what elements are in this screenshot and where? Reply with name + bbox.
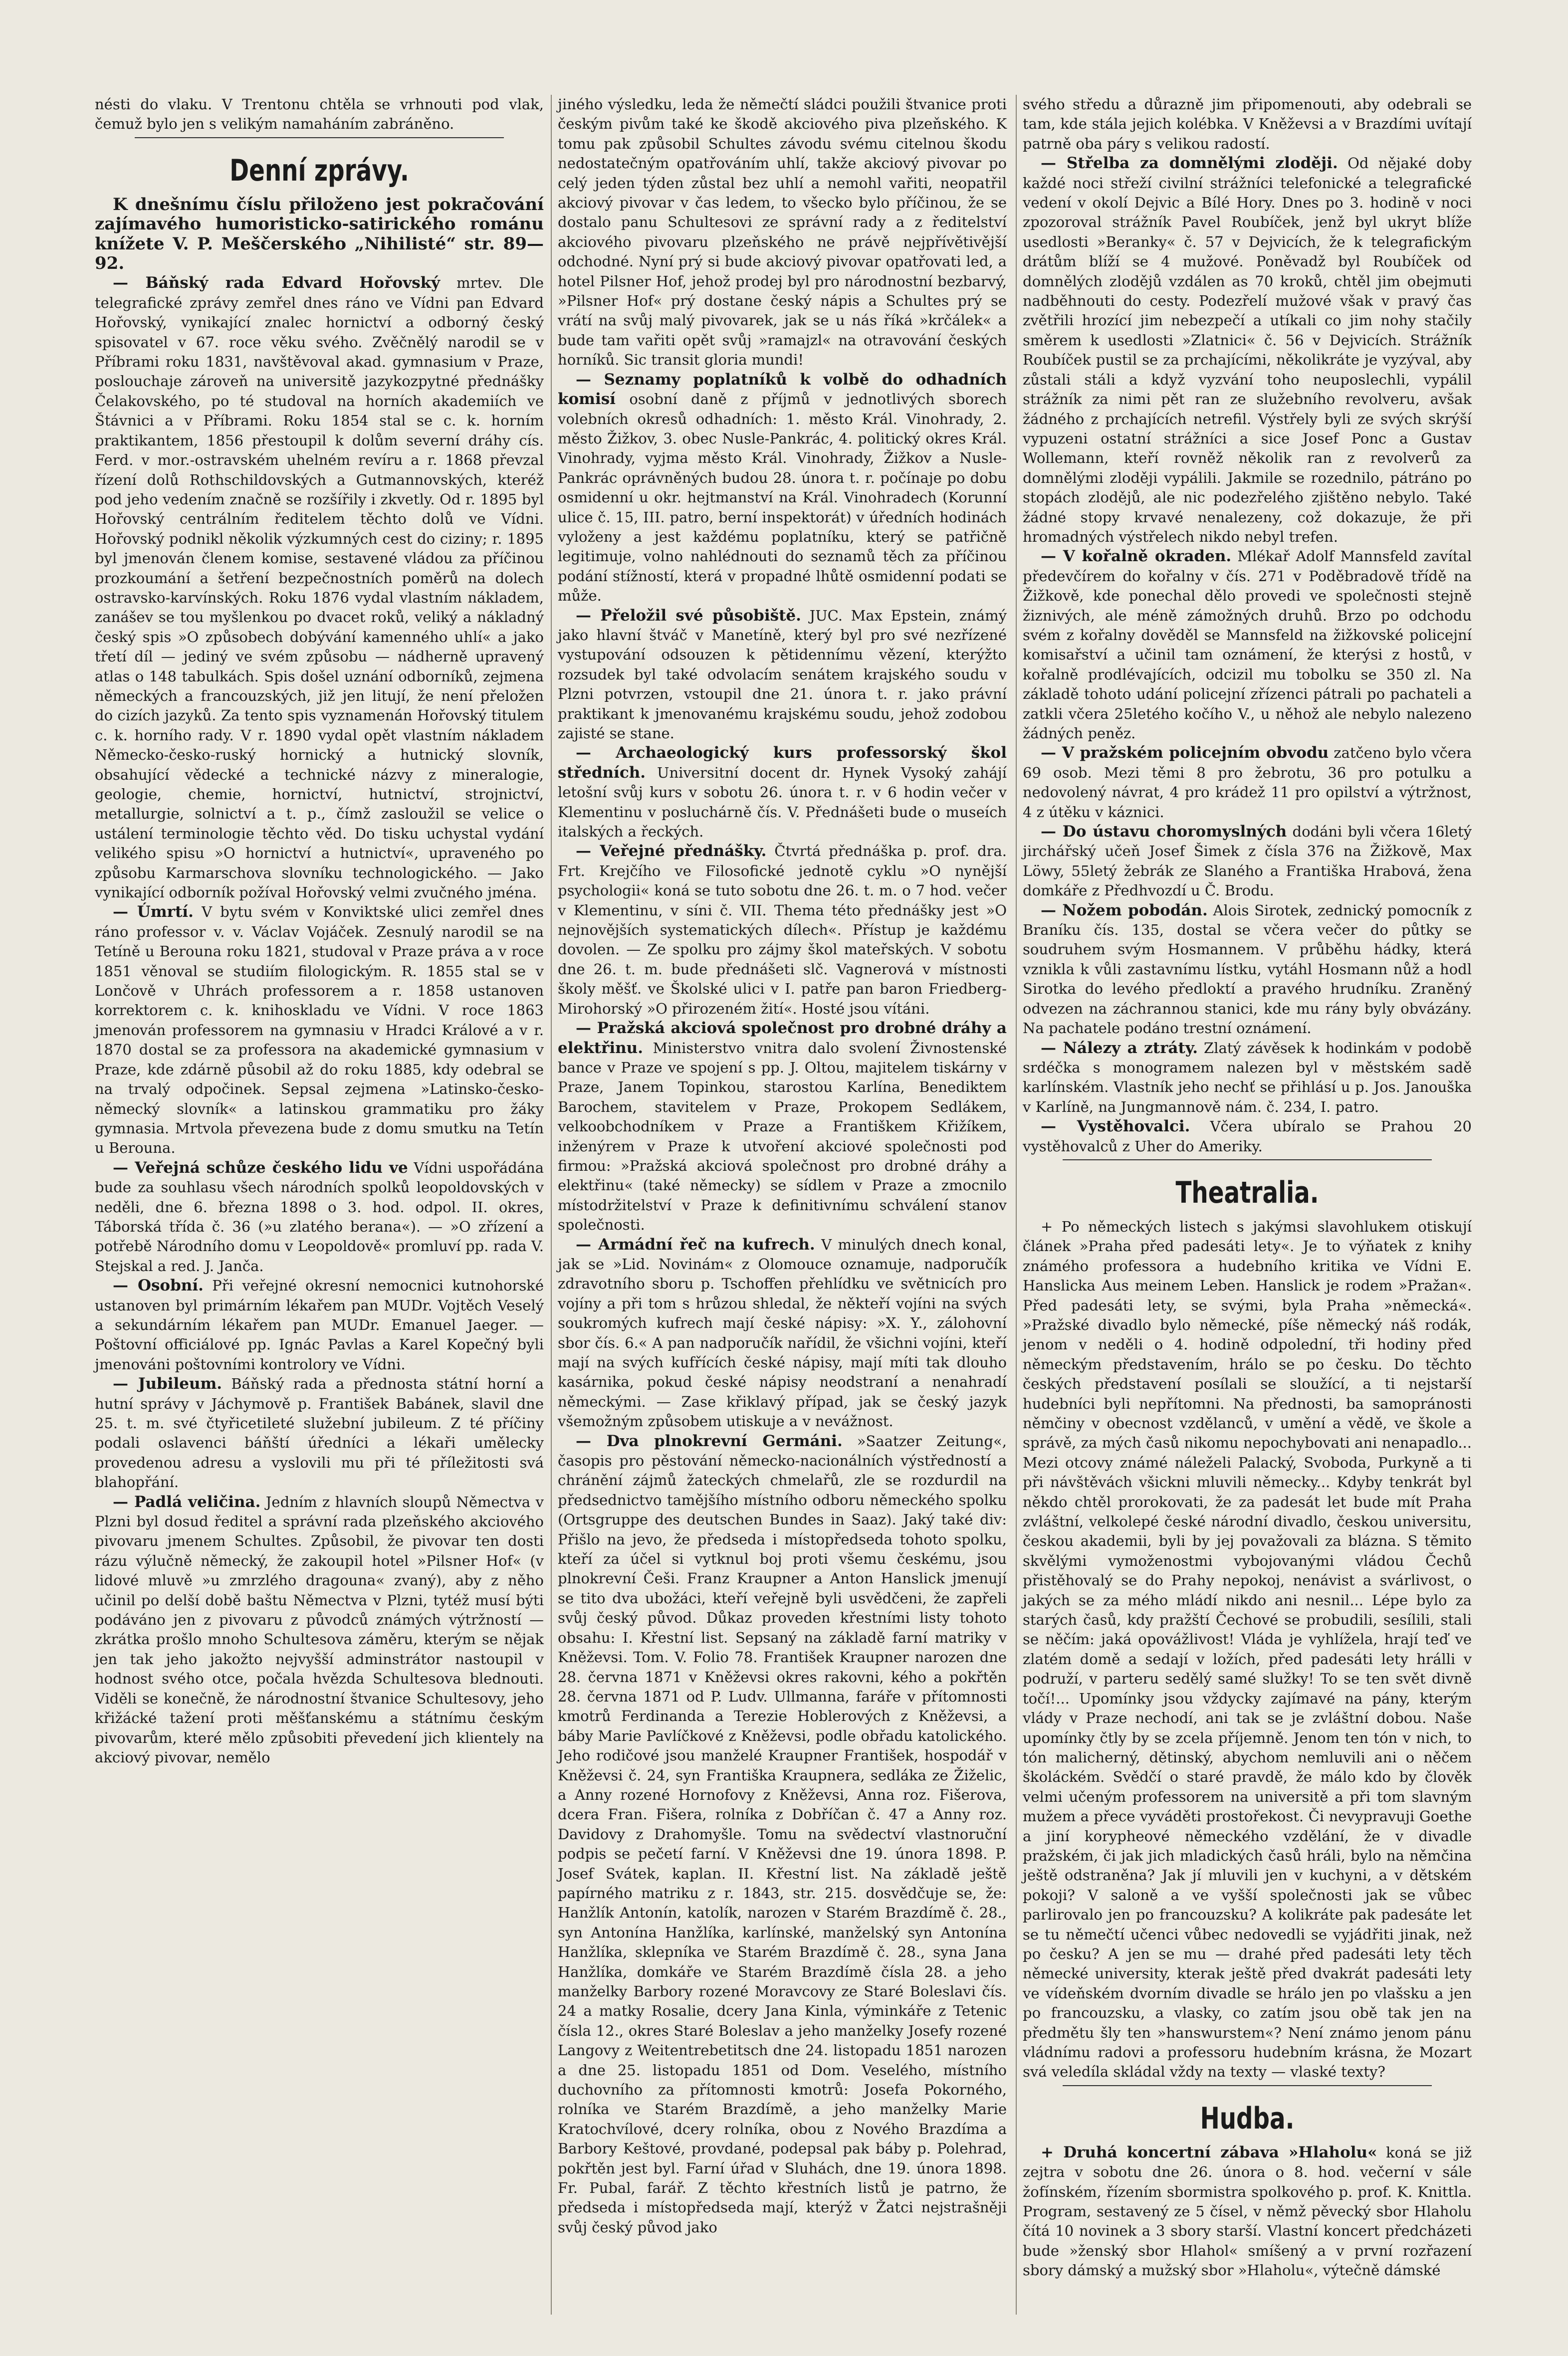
column-rule	[551, 95, 552, 2315]
section-title-theatralia: Theatralia.	[1175, 1175, 1319, 1210]
section-title-hudba: Hudba.	[1200, 2101, 1295, 2136]
article-schuze	[95, 1158, 544, 1276]
article-body: Včera ubíralo se Prahou 20 vystěhovalců z Uher do Ameriky.	[1023, 1118, 1472, 1155]
article-body: Báňský rada a přednosta státní horní a hutní správy v Jáchymově p. František Babánek, slavil dne 25. t. m. své čtyřicetileté služební jubileum. Z té příčiny podali oslavenci báňští úředníci a lékaři umělecky provedenou adresu a vyslovili mu při té příležitosti svá blahopřání.	[95, 1375, 544, 1491]
article-lead: — Nálezy a ztráty.	[1041, 1039, 1198, 1057]
article-body: zatčeno bylo včera 69 osob. Mezi těmi 8 pro žebrotu, 36 pro potulku a nedovolený návrat, 4 pro krádež 11 pro opilství a výtržnost, 4 z útěku v káznici.	[1023, 744, 1472, 821]
article-lead: — Veřejná schůze českého lidu ve	[113, 1158, 408, 1177]
article-prednasky	[558, 842, 1007, 1019]
article-prelozil	[558, 606, 1007, 744]
article-body: V bytu svém v Konviktské ulici zemřel dnes ráno professor v. v. Václav Vojáček. Zesnulý narodil se na Tetíně u Berouna roku 1821, studoval v Praze práva a v roce 1851 věnoval se studiím filologickým. R. 1855 stal se v Lončově v Uhrách professorem a r. 1858 ustanoven korrektorem c. k. knihoskladu ve Vídni. V roce 1863 jmenován professorem na gymnasiu v Hradci Králové a v r. 1870 dostal se za professora na akademické gymnasium v Praze, kde zdárně působil až do roku 1885, kdy odebral se na trvalý odpočinek. Sepsal zejmena »Latinsko-česko-německý slovník« a latinskou grammatiku pro žáky gymnasia. Mrtvola převezena bude z domu smutku na Tetín u Berouna.	[95, 903, 544, 1157]
column-2	[558, 95, 1007, 2237]
article-body: Jedním z hlavních sloupů Němectva v Plzni byl dosud ředitel a správní rada plzeňského akciového pivovaru jmenem Schultes. Způsobil, že pivovar ten dosti rázu výlučně německý, že zakoupil hotel »Pilsner Hof« (v lidové mluvě »u zmrzlého dragouna« zvaný), aby z něho učinil po delší době baštu Němectva v Plzni, tytéž musí býti podáváno jen z pivovaru z původců známých výtržností — zkrátka prošlo mnoho Schultesova záměru, kterým se nějak jen tak jeho jakožto nejvyšší adminstrátor nastoupil v hodnost svého otce, počala hvězda Schultesova blednouti. Viděli se konečně, že národnostní štvanice Schultesovy, jeho křižácké tažení proti měšťanskému a státnímu českým pivovarům, které mělo způsobiti převedení jich klientely na akciový pivovar, nemělo	[95, 1493, 544, 1766]
article-body: »Saatzer Zeitung«, časopis pro pěstování německo-nacionálních výstředností a chránění zájmů žateckých chmelařů, zle se rozdurdil na předsednictvo tamějšího místního odboru německého spolku (Ortsgruppe des deutschen Bundes in Saaz). Jaký také div: Přišlo na jevo, že předseda i místopředseda tohoto spolku, kteří za účel si vytknul boj proti všemu českému, jsou plnokrevní Češi. Franz Kraupner a Anton Hanslick jmenují se tito dva ubožáci, kteří veřejně byli usvědčeni, že zapřeli svůj český původ. Důkaz proveden křestními listy tohoto obsahu: I. Křestní list. Sepsaný na základě farní matriky v Kněževsi. Tom. V. Folio 78. František Kraupner narozen dne 28. června 1871 v Kněževsi okres rakovni, kého a pokřtěn 28. června 1871 od P. Ludv. Ullmanna, faráře v přítomnosti kmotrů Ferdinanda a Terezie Hoblerových z Kněževsi, a báby Marie Pavlíčkové z Kněževsi, podle obřadu katolického. Jeho rodičové jsou manželé Kraupner František, hospodář v Kněževsi č. 24, syn Františka Kraupnera, sedláka ze Žiželic, a Anny rozené Hornofovy z Kněževsi, Anna roz. Fišerova, dcera Fran. Fišera, rolníka z Dobříčan č. 47 a Anny roz. Davidovy z Drahomyšle. Tomu na svědectví vlastnoruční podpis se pečetí farní. V Kněževsi dne 19. února 1898. P. Josef Svátek, kaplan. II. Křestní list. Na základě ještě papírného matriku z r. 1843, str. 215. dosvědčuje se, že: Hanžlík Antonín, katolík, narozen v Starém Brazdímě č. 28., syn Antonína Hanžlíka, karlínské, manželský syn Antonína Hanžlíka, sklepníka ve Starém Brazdímě č. 28., syna Jana Hanžlíka, domkáře ve Starém Brazdímě čísla 28. a jeho manželky Barbory rozené Moravcovy ze Staré Boleslavi čís. 24 a matky Rosalie, dcery Jana Kinla, výminkáře z Tetenic čísla 12., okres Staré Boleslav a jeho manželky Josefy rozené Langovy z Weitentrebetitsch dne 24. listopadu 1851 narozen a dne 25. listopadu 1851 od Dom. Veselého, místního duchovního za přítomnosti kmotrů: Josefa Pokorného, rolníka ve Starém Brazdímě, a jeho manželky Marie Kratochvílové, dcery rolníka, obou z Nového Brazdíma a Barbory Keštové, provdané, podepsal pak báby p. Polehrad, pokřtěn jest byl. Farní úřad v Sluhách, dne 19. února 1898. Fr. Pubal, farář. Z těchto křestních listů je patrno, že předseda i místopředseda mají, kterýž v Žatci nejstrašněji svůj český původ jako	[558, 1432, 1007, 2236]
article-lead: — V pražském policejním obvodu	[1041, 744, 1329, 762]
article-body: JUC. Max Epstein, známý jako hlavní štváč v Manetíně, který byl pro své nezřízené vystupování odsouzen k pětidennímu vězení, kterýžto rozsudek byl také odvolacím senátem krajského soudu v Plzni potvrzen, vstoupil dne 21. února t. r. jako právní praktikant k jmenovanému krajskému soudu, jehož zodobou zajisté se stane.	[558, 607, 1007, 742]
article-praha-pred-padesati: + Po německých listech s jakýmsi slavohlukem otiskují článek »Praha před padesáti lety«. Je to výňatek z knihy známého professora a hudebního kritika ve Vídni E. Hanslicka Aus meinem Leben. Hanslick je rodem »Pražan«. Před padesáti lety, se svými, byla Praha »německá«. »Pražské divadlo bylo německé, píše německý náš rodák, jenom v neděli o 4. hodině odpolední, tři hodiny před německým představením, hrálo se po česku. Do těchto českých představení posílali se sloužící, a ti nejstarší hudebníci byli nepřítomni. Na přednosti, ba samopránosti němčiny v obecnost vzdělanců, v umění a vědě, ve škole a správě, za mých časů nikomu nepochybovati ani nenapadlo... Mezi otcovy známé náleželi Palacký, Svoboda, Purkyně a ti při návštěvách všickni mluvili německy... Kdyby tenkrát byl někdo chtěl prorokovati, že za padesát let bude mít Praha zvláštní, velkolepé české národní divadlo, českou universitu, českou akademii, byli by jej považovali za blázna. S těmito skvělými vymoženostmi vybojovanými vládou Čechů přistěhovalý se do Prahy nepokoj, nenávist a svárlivost, o jakých se za mého mládí nikdo ani nesnil... Lépe bylo za starých časů, kdy pražští Čechové se probudili, sesílili, stali se něčím: jaká opovážlivost! Vláda je vyhlížela, hrají teď ve zlatém domě a sedají v ložích, před padesáti lety hrálli v podruží, v parteru sedělý samé služky! To se ten svět divně točí!... Upomínky jsou vždycky zajímavé na pány, kterým vlády v Praze nechodí, ani tak se je zvláštní dobou. Naše upomínky čtly by se zcela příjemně. Jenom ten tón v nich, to tón malicherný, dětinský, abychom nemluvili ani o něčem školáckém. Svědčí o staré pravdě, že málo kdo by člověk velmi učeným professorem na universitě a při tom slavným mužem a přece vyváděti prostořekost. Či nevypravuji Goethe a jiní korypheové německého vzdělání, že v divadle pražském, či jak jich mladických časů hráli, bylo na němčina ještě odstraněna? Jak jí mluvili jen v kuchyni, a v dětském pokoji? V saloně a ve vyšší společnosti jak se vůbec parlirovalo jen po francouzsku? A kolikráte pak padesáte let se tu němečtí učenci vůbec nedovedli se vyjádřiti jinak, než po česku? A jen se mu — drahé před padesáti lety těch německé university, kterak ještě před dvakrát padesáti lety ve vídeňském dvorním divadle se hrálo jen po vlašsku a jen po francouzsku, a vlasky, co zatím jsou obě tak jen na předmětu šly ten »hanswurstem«? Není známo jenom pánu vládnímu radovi a professoru hudebním krásna, že Mozart svá veledíla skládal vždy na texty — vlaské texty?	[1023, 1218, 1472, 2081]
article-lead: — Nožem pobodán.	[1041, 901, 1208, 919]
article-hlahol	[1023, 2143, 1472, 2281]
article-jubileum	[95, 1374, 544, 1492]
supplement-notice: K dnešnímu číslu přiloženo jest pokračování zajímavého humoristicko-satirického románu knížete V. P. Meščerského „Nihilisté“ str. 89—92.	[95, 194, 544, 274]
article-lead: — Dva plnokrevní Germáni.	[576, 1432, 843, 1450]
article-germani	[558, 1432, 1007, 2238]
article-body: Universitní docent dr. Hynek Vysoký zahájí letošní svůj kurs v sobotu 26. února t. r. v 6 hodin večer v Klementinu v posluchárně čís. V. Přednášeti bude o museích italských a řeckých.	[558, 764, 1007, 841]
article-lead: — Seznamy poplatníků k volbě do odhadních komisí	[558, 370, 1007, 409]
article-lead: — Přeložil své působiště.	[576, 606, 801, 625]
article-lead: — Úmrtí.	[113, 903, 194, 921]
article-umrti	[95, 902, 544, 1158]
article-lead: — Do ústavu choromyslných	[1041, 823, 1287, 841]
section-divider	[135, 137, 504, 138]
article-lead: — Veřejné přednášky.	[576, 842, 767, 860]
article-body: koná se již zejtra v sobotu dne 26. února o 8. hod. večerní v sále žofínském, řízením sbormistra spolkového p. prof. K. Knittla. Program, sestavený ze 5 čísel, v němž pěvecký sbor Hlaholu čítá 10 novinek a 3 sbory starší. Vlastní koncert předcházeti bude »ženský sbor Hlahol« smíšený a v první rozřazení sbory dámský a mužský sbor »Hlaholu«, výtečně dámské	[1023, 2143, 1472, 2279]
section-title-denni-zpravy: Denní zprávy.	[229, 153, 409, 188]
article-armadni-rec	[558, 1235, 1007, 1432]
article-body: Čtvrtá přednáška p. prof. dra. Frt. Krejčího ve Filosofické jednotě cyklu »O nynější psychologii« koná se tuto sobotu dne 26. t. m. o 7 hod. večer v Klementinu, v síni č. VII. Thema této přednášky jest »O nejnovějších systematických dílech«. Přístup je každému dovolen. — Ze spolku pro zájmy škol mateřských. V sobotu dne 26. t. m. bude přednášeti slč. Vagnerová v místnosti školy měšť. ve Školské ulici v I. patře pan baron Friedberg-Mirohorský »O přirozeném žití«. Hosté jsou vítáni.	[558, 843, 1007, 1017]
article-lead: — Armádní řeč na kufrech.	[576, 1235, 815, 1254]
article-continuation: jiného výsledku, leda že němečtí sládci použili štvanice proti českým pivům také ke škodě akciového piva plzeňského. K tomu pak způsobil Schultes závodu svému citelnou škodu nedostatečným opatřováním uhlí, takže akciový pivovar po celý jeden týden zůstal bez uhlí a nemohl vařiti, neopatřil akciový pivovar v čas ledem, to všecko bylo příčinou, že se dostalo panu Schultesovi ze správní rady a z ředitelství akciového pivovaru plzeňského ne právě nejpřívětivější odchodné. Nyní prý si bude akciový pivovar opatřovati led, a hotel Pilsner Hof, jehož prodej byl pro národnostní bezbarvý, »Pilsner Hof« prý dostane český nápis a Schultes prý se vrátí na svůj malý pivovarek, jak se u nás říká »krčálek« a bude tam vařiti opět svůj »ramajzl« na otravování českých horníků. Sic transit gloria mundi!	[558, 96, 1007, 369]
article-body: V minulých dnech konal, jak se »Lid. Novinám« z Olomouce oznamuje, nadporučík zdravotního sboru p. Tschoffen přehlídku ve světnicích pro vojíny a při tom s hrůzou shledal, že někteří vojíni na svých soukromých kufrech mají české nápisy: »X. Y., zálohovní sbor čís. 6.« A pan nadporučík nařídil, že všichni vojíni, kteří mají na svých kufřících české nápisy, mají míti tak dlouho kasárnika, pokud české nápisy neodstraní a nenahradí německými. — Zase křiklavý případ, jak se český jazyk všemožným způsobem utiskuje a v nevážnost.	[558, 1236, 1007, 1430]
article-body: osobní daně z příjmů v jednotlivých sborech volebních okresů odhadních: 1. město Král. Vinohrady, 2. město Žižkov, 3. obec Nusle-Pankrác, 4. politický okres Král. Vinohrady, vyjma město Král. Vinohrady, Žižkov a Nusle-Pankrác oprávněných budou 28. února t. r. počínaje po dobu osmidenní u okr. hejtmanství na Král. Vinohradech (Korunní ulice č. 15, III. patro, berní inspektorát) v úředních hodinách vyloženy a jest každému poplatníku, který se patřičně legitimuje, volno nahlédnouti do seznamů těch za příčinou podání stížností, která v propadné lhůtě osmidenní podati se může.	[558, 391, 1007, 605]
article-drahy	[558, 1019, 1007, 1235]
article-body: mrtev. Dle telegrafické zprávy zemřel dnes ráno ve Vídni pan Edvard Hořovský, vynikající znalec hornictví a odborný český spisovatel v 67. roce věku svého. Zvěčnělý narodil se v Příbrami roku 1831, navštěvoval akad. gymnasium v Praze, poslouchaje zároveň na universitě jazykozpytné přednášky Čelakovského, po té studoval na horních akademiích ve Štávnici a v Příbrami. Roku 1854 stal se c. k. horním praktikantem, 1856 přestoupil k dolům severní dráhy cís. Ferd. v mor.-ostravském uhelném revíru a r. 1868 převzal řízení dolů Rothschildovských a Gutmannovských, kteréž pod jeho vedením značně se rozšířily i zkvetly. Od r. 1895 byl Hořovský centrálním ředitelem těchto dolů ve Vídni. Hořovský podnikl několik výzkumných cest do ciziny; r. 1895 byl jmenován členem komise, sestavené vládou za příčinou prozkoumání a šetření bezpečnostních poměrů na dolech ostravsko-karvínských. Roku 1876 vydal vlastním nákladem, zanášev se tou myšlenkou po dvacet roků, veliký a nákladný český spis »O způsobech dobývání kamenného uhlí« a jako třetí díl — jediný ve svém způsobu — nádherně upravený atlas o 148 tabulkách. Spis došel uznání odborníků, zejmena německých a francouzských, již jen litují, že není přeložen do cizích jazyků. Za tento spis vyznamenán Hořovský titulem c. k. horního rady. V r. 1890 vydal opět vlastním nákladem Německo-česko-ruský hornický a hutnický slovník, obsahující vědecké a technické názvy z mineralogie, geologie, chemie, hornictví, hutnictví, strojnictví, metallurgie, solnictví a t. p., čímž zasloužil se velice o ustálení terminologie těchto věd. Do tisku uchystal vydání velikého spisu »O hornictví a hutnictví«, upraveného po způsobu Karmarschova slovníku technologického. — Jako vynikající odborník požíval Hořovský velmi zvučného jména.	[95, 274, 544, 901]
article-lead: — Osobní.	[113, 1277, 204, 1295]
article-body: Od nějaké doby každé noci střeží civilní strážníci telefonické a telegrafické vedení v okolí Dejvic a Bílé Hory. Dnes po 3. hodině v noci zpozoroval strážník Pavel Roubíček, jenž byl ukryt blíže usedlosti »Beranky« č. 57 v Dejvicích, že k telegrafickým drátům blíží se 4 mužové. Poněvadž byl Roubíček od domnělých zlodějů vzdálen as 70 kroků, chtěl jim obejmuti nadběhnouti do cesty. Podezřelí mužové však v pravý čas zvětřili hrozící jim nebezpečí a utíkali co jim nohy stačily směrem k usedlosti »Zlatnici« č. 56 v Dejvicích. Strážník Roubíček pustil se za prchajícími, několikráte je vyzýval, aby zůstali stáli a když vyzvání toho neuposlechli, vypálil strážník za nimi pět ran ze služebního revolveru, avšak žádného z prchajících netrefil. Výstřely byli ze svých skrýší vypuzeni ostatní strážníci a sice Josef Ponc a Gustav Wollemann, kteří rovněž několik ran z revolverů za domnělými zloději vypálili. Jakmile se rozednilo, pátráno po stopách zlodějů, ale nic podezřelého zjištěno nebylo. Také žádné stopy krvavé nenalezeny, což dokazuje, že při hromadných výstřelech nikdo nebyl trefen.	[1023, 155, 1472, 545]
article-lead: — Archaeologický kurs professorský škol středních.	[558, 744, 1007, 782]
article-continuation: svého středu a důrazně jim připomenouti, aby odebrali se tam, kde stála jejich kolébka. V Kněževsi a v Brazdími uvítají patrně oba páry s velikou radostí.	[1023, 96, 1472, 152]
article-body: Alois Sirotek, zednický pomocník z Braníku čís. 135, dostal se včera večer do půtky se soudruhem svým Hosmannem. V průběhu hádky, která vznikla k vůli zastavnímu lístku, vytáhl Hosmann nůž a hodl Sirotka do levého předloktí a pravého hrudníku. Zraněný odvezen na záchrannou stanici, kde mu rány byly obvázány. Na pachatele podáno trestní oznámení.	[1023, 901, 1472, 1037]
article-lead: — V kořalně okraden.	[1041, 547, 1232, 566]
article-body: Při veřejné okresní nemocnici kutnohorské ustanoven byl primárním lékařem pan MUDr. Vojtěch Veselý a sekundárním lékařem pan MUDr. Emanuel Jaeger. — Poštovní officiálové pp. Ignác Pavlas a Karel Kopečný byli jmenováni poštovními kontrolory ve Vídni.	[95, 1277, 544, 1373]
article-nozem	[1023, 901, 1472, 1039]
section-divider	[1063, 2085, 1432, 2086]
article-padla-velicina	[95, 1493, 544, 1768]
article-policejni-obvod	[1023, 743, 1472, 822]
column-rule	[1016, 95, 1017, 2315]
article-body: Zlatý závěsek k hodinkám v podobě srdéčka s monogramem nalezen byl v městském sadě karlínském. Vlastník jeho nechť se přihlásí u p. Jos. Janouška v Karlíně, na Jungmannově nám. č. 234, I. patro.	[1023, 1039, 1472, 1115]
article-seznamy	[558, 370, 1007, 606]
article-strelba	[1023, 154, 1472, 547]
column-1	[95, 95, 544, 1767]
article-lead: — Báňský rada Edvard Hořovský	[113, 274, 441, 292]
article-lead: + Druhá koncertní zábava »Hlaholu«	[1041, 2143, 1377, 2161]
article-osobni	[95, 1276, 544, 1374]
article-lead: — Padlá veličina.	[113, 1493, 261, 1511]
article-choromyslni	[1023, 822, 1472, 901]
article-body: Ministerstvo vnitra dalo svolení Živnostenské bance v Praze ve spojení s pp. J. Oltou, majitelem tiskárny v Praze, Janem Topinkou, starostou Karlína, Benediktem Barochem, stavitelem v Praze, Prokopem Sedlákem, velkoobchodníkem v Praze a Františkem Křižíkem, inženýrem v Praze k utvoření akciové společnosti pod firmou: »Pražská akciová společnost pro drobné dráhy a elektřinu« (také německy) se sídlem v Praze a zmocnilo místodržitelství v Praze k definitivnímu schválení stanov společnosti.	[558, 1039, 1007, 1234]
article-continuation: nésti do vlaku. V Trentonu chtěla se vrhnouti pod vlak, čemuž bylo jen s velikým namaháním zabráněno.	[95, 96, 544, 133]
column-3	[1023, 95, 1472, 2281]
article-body: Vídni uspořádána bude za souhlasu všech národních spolků leopoldovských v neděli, dne 6. března 1898 o 3. hod. odpol. II. okres, Táborská třída č. 36 (»u zlatého berana«). — »O zřízení a potřebě Národního domu v Leopoldově« promluví pp. rada V. Stejskal a red. J. Janča.	[95, 1159, 544, 1275]
section-divider	[1063, 1159, 1432, 1160]
article-lead: — Vystěhovalci.	[1041, 1117, 1190, 1136]
article-nalezy	[1023, 1039, 1472, 1117]
article-archaeologicky	[558, 743, 1007, 842]
article-vystehovalci	[1023, 1117, 1472, 1156]
article-lead: — Střelba za domnělými zloději.	[1041, 154, 1338, 173]
article-lead: — Pražská akciová společnost pro drobné dráhy a elektřinu.	[558, 1019, 1007, 1057]
article-body: dodáni byli včera 16letý jirchářský učeň Josef Šimek z čísla 376 na Žižkově, Max Löwy, 55letý žebrák ze Slaného a Františka Hrabová, žena domkáře z Předhvozdí u Č. Brodu.	[1023, 823, 1472, 899]
article-koralna	[1023, 547, 1472, 743]
article-body: Mlékař Adolf Mannsfeld zavítal předevčírem do kořalny v čís. 271 v Poděbradově třídě na Žižkově, kde ponechal dělo provedi ve společnosti stejně žiznivých, ale méně zámožných druhů. Brzo po odchodu svém z kořalny dověděl se Mannsfeld na žižkovské policejní komisařství a učinil tam oznámení, že kterýsi z hostů, v kořalně prodlévajících, odcizil mu tobolku se 350 zl. Na základě tohoto udání policejní zřízenci pátrali po pachateli a zatkli včera 25letého kočího V., u něhož ale nebylo nalezeno žádných peněz.	[1023, 548, 1472, 742]
article-horovsky	[95, 273, 544, 902]
article-lead: — Jubileum.	[113, 1375, 223, 1393]
